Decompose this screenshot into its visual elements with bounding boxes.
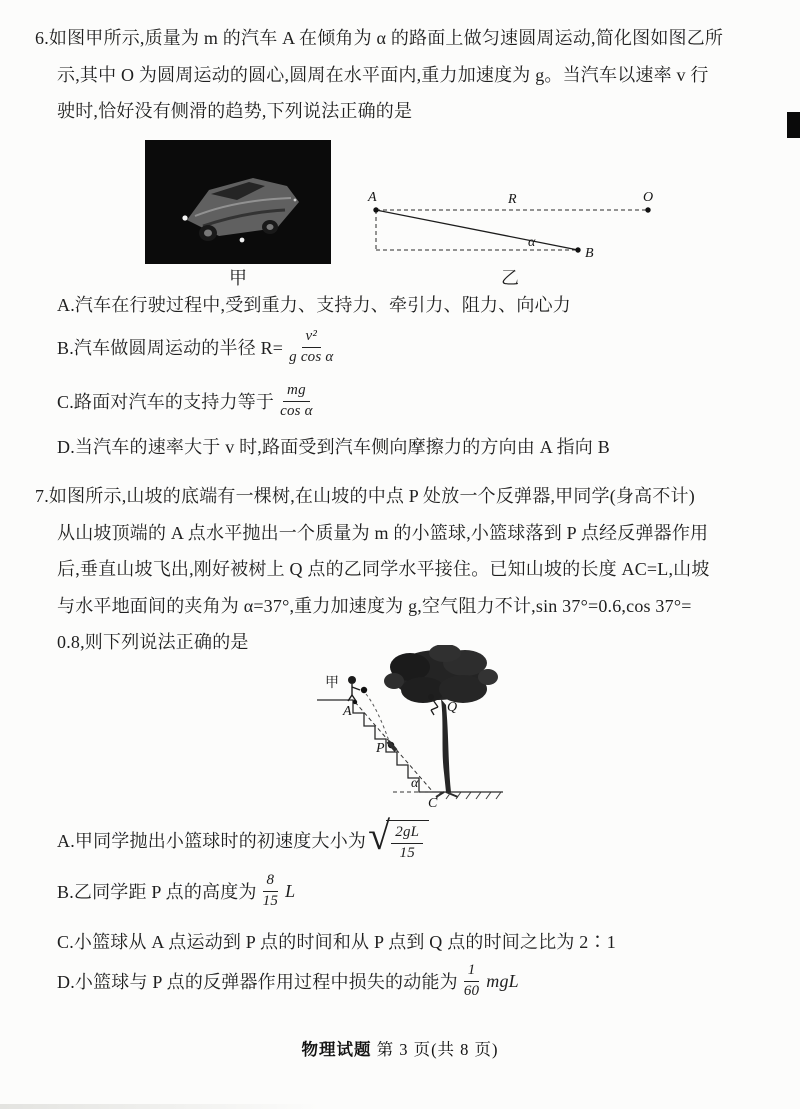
fraction-denominator: 15	[399, 844, 415, 861]
ball	[361, 687, 367, 693]
point-A	[353, 700, 357, 704]
person-jia	[348, 676, 360, 701]
stem-line: 0.8,则下列说法正确的是	[57, 632, 249, 652]
option-7b	[57, 872, 295, 910]
figure-caption-jia: 甲	[229, 268, 247, 288]
figure-circle-diagram	[360, 188, 660, 262]
square-root	[368, 813, 429, 862]
option-7a	[57, 813, 429, 862]
car-photo-art	[145, 140, 331, 264]
fraction	[391, 824, 423, 862]
point-A	[373, 207, 378, 212]
option-text: A.汽车在行驶过程中,受到重力、支持力、牵引力、阻力、向心力	[57, 295, 571, 315]
stem-line: 驶时,恰好没有侧滑的趋势,下列说法正确的是	[57, 101, 413, 121]
question-6-stem	[35, 20, 785, 130]
fraction	[285, 328, 337, 366]
question-7-stem	[35, 478, 785, 661]
formula-suffix: L	[285, 880, 296, 901]
label-B: B	[585, 246, 594, 261]
figure-hill-diagram	[295, 645, 515, 813]
radical-sign: √	[368, 813, 391, 858]
fraction	[276, 382, 317, 420]
fraction-numerator: v²	[302, 328, 322, 348]
highlight-dot	[182, 215, 187, 220]
option-text: A.甲同学抛出小篮球时的初速度大小为	[57, 831, 367, 852]
fraction	[259, 872, 282, 910]
label-R: R	[508, 192, 517, 207]
solid-line-AB	[376, 210, 578, 250]
option-text: C.路面对汽车的支持力等于	[57, 392, 275, 413]
scan-artifact	[787, 112, 800, 138]
label-C: C	[428, 796, 438, 811]
label-A: A	[368, 190, 377, 205]
fraction-numerator: mg	[283, 382, 310, 402]
stem-line: 7.如图所示,山坡的底端有一棵树,在山坡的中点 P 处放一个反弹器,甲同学(身高不计)	[35, 486, 695, 506]
label-A: A	[343, 704, 352, 719]
footer-title: 物理试题	[301, 1040, 372, 1059]
footer-page-number: 第 3 页(共 8 页)	[371, 1040, 499, 1059]
option-6b	[57, 328, 339, 366]
option-7c	[57, 928, 616, 954]
point-O	[645, 207, 650, 212]
fraction-denominator: 15	[262, 892, 279, 909]
option-6d	[57, 433, 610, 459]
ground-hatching	[436, 792, 501, 799]
fraction-denominator: g cos α	[289, 348, 334, 365]
option-text: B.汽车做圆周运动的半径 R=	[57, 338, 284, 359]
fraction	[460, 962, 483, 1000]
label-P: P	[376, 741, 385, 756]
label-alpha: α	[411, 776, 419, 791]
option-6a	[57, 291, 571, 317]
scan-edge-smudge	[0, 1104, 320, 1109]
option-text: D.小篮球与 P 点的反弹器作用过程中损失的动能为	[57, 972, 458, 993]
option-text: B.乙同学距 P 点的高度为	[57, 882, 257, 903]
option-text: C.小篮球从 A 点运动到 P 点的时间和从 P 点到 Q 点的时间之比为 2∶1	[57, 932, 616, 952]
option-6c	[57, 382, 319, 420]
point-B	[575, 247, 580, 252]
fraction-numerator: 2gL	[391, 824, 423, 844]
stem-line: 后,垂直山坡飞出,刚好被树上 Q 点的乙同学水平接住。已知山坡的长度 AC=L,山坡	[57, 559, 710, 579]
tree-foliage	[384, 645, 498, 703]
figure-car-photo	[145, 140, 331, 264]
fraction-denominator: 60	[463, 982, 480, 999]
formula-suffix: mgL	[486, 970, 519, 991]
highlight-dot	[294, 199, 297, 202]
label-Q: Q	[447, 700, 458, 715]
stem-line: 示,其中 O 为圆周运动的圆心,圆周在水平面内,重力加速度为 g。当汽车以速率 v 行	[57, 64, 709, 85]
figure-caption-yi: 乙	[501, 268, 519, 288]
stem-line: 从山坡顶端的 A 点水平抛出一个质量为 m 的小篮球,小篮球落到 P 点经反弹器作用	[57, 522, 709, 543]
stem-line: 与水平地面间的夹角为 α=37°,重力加速度为 g,空气阻力不计,sin 37°=0.6,cos 37°=	[57, 595, 692, 616]
fraction-denominator: cos α	[280, 402, 313, 419]
option-text: D.当汽车的速率大于 v 时,路面受到汽车侧向摩擦力的方向由 A 指向 B	[57, 437, 610, 457]
fraction-numerator: 8	[263, 872, 279, 892]
highlight-dot	[240, 238, 245, 243]
page-footer	[0, 1036, 800, 1060]
label-alpha: α	[528, 235, 536, 250]
fraction-numerator: 1	[464, 962, 480, 982]
label-jia: 甲	[325, 676, 339, 691]
option-7d	[57, 962, 519, 1000]
stem-line: 6.如图甲所示,质量为 m 的汽车 A 在倾角为 α 的路面上做匀速圆周运动,简化图如图乙所	[35, 28, 724, 48]
label-O: O	[643, 190, 654, 205]
